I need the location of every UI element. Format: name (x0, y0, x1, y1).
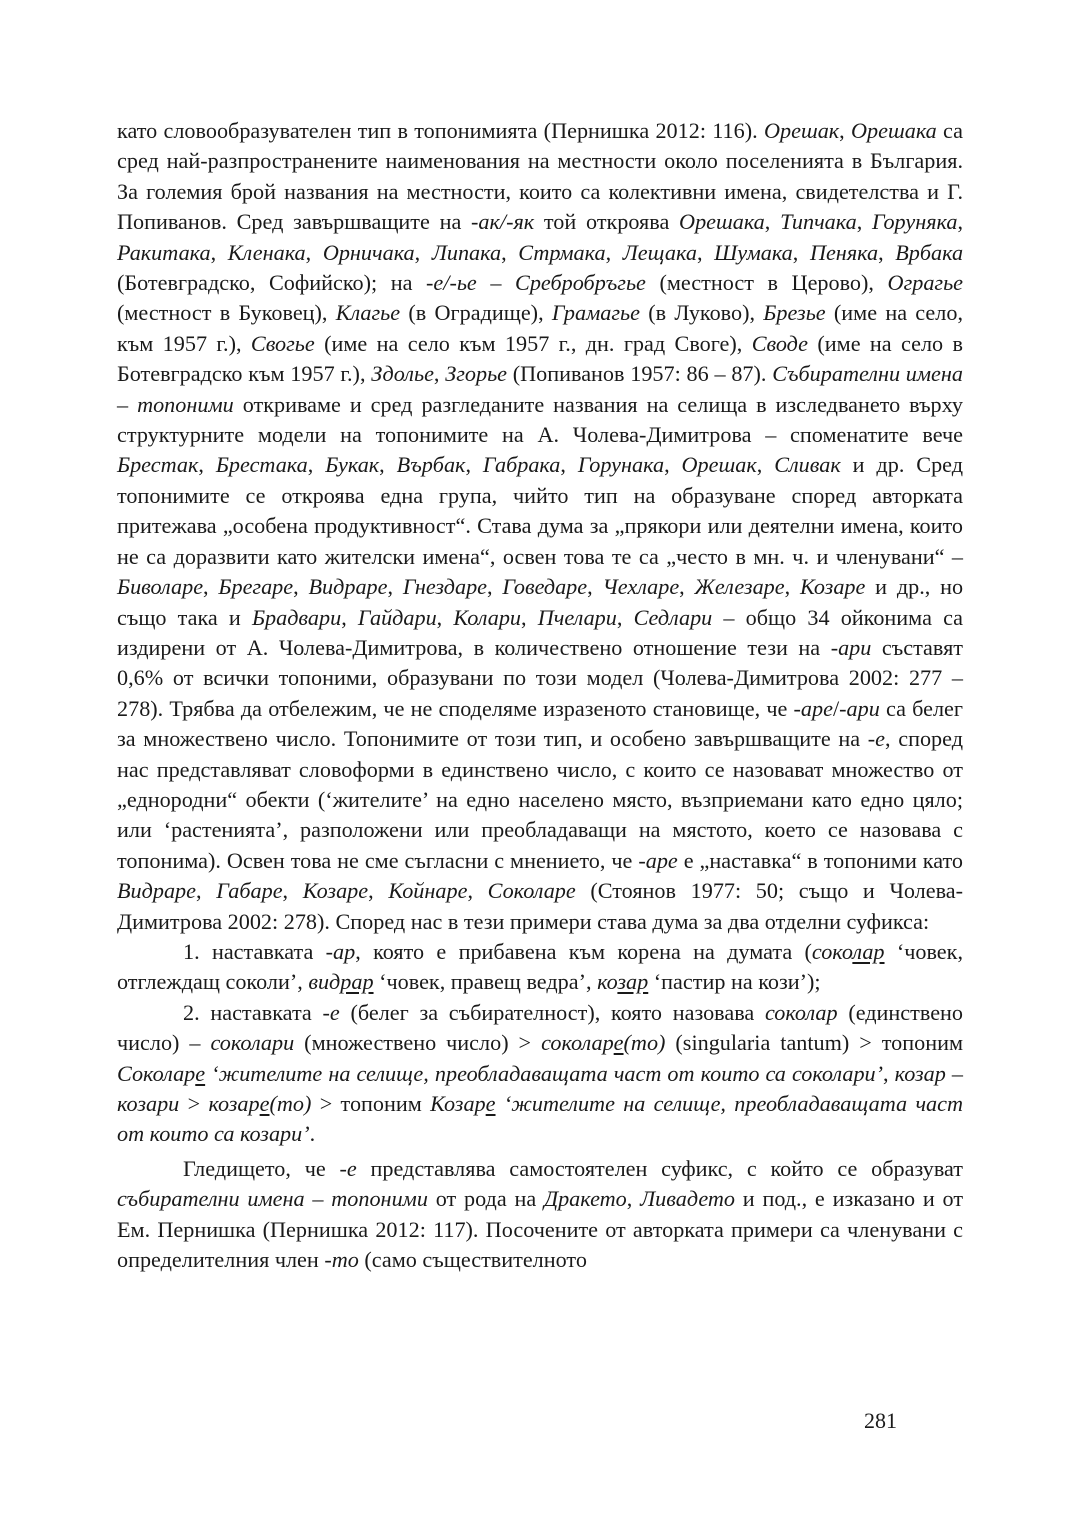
text-run: , (414, 239, 432, 265)
text-run: представлява самостоятелен суфикс, с който се образуват (356, 1155, 963, 1181)
text-run: Горуняка (871, 209, 958, 235)
page-body (117, 116, 963, 1275)
text-run: Грамагье (551, 300, 640, 326)
text-run: Букак (325, 452, 380, 478)
text-run: Кленака (227, 239, 306, 265)
text-run: Колари (453, 604, 522, 630)
text-run: зар (617, 969, 649, 995)
text-run: -е (322, 999, 340, 1025)
text-run: Шумака (714, 239, 793, 265)
text-run: Здолье (371, 361, 434, 387)
text-run: , (203, 574, 219, 600)
text-run: , (764, 209, 781, 235)
text-run: Пчелари (537, 604, 617, 630)
text-run: -ари (839, 695, 880, 721)
numbered-paragraph (117, 937, 963, 998)
text-run: Койнаре (388, 878, 468, 904)
text-run: Дракето (543, 1186, 627, 1212)
text-run: Гледището, че (183, 1155, 340, 1181)
text-run: Говедаре (502, 574, 588, 600)
text-run: рар (340, 969, 374, 995)
paragraph (117, 116, 963, 937)
text-run: , (341, 604, 358, 630)
text-run: Видраре (308, 574, 388, 600)
text-run: е (613, 1030, 624, 1056)
text-run: , (379, 452, 397, 478)
text-run: , (626, 1186, 641, 1212)
text-run: -то (324, 1247, 359, 1273)
text-run: 2. наставката (183, 999, 323, 1025)
text-run: са белег за множествено число. Топонимите от този тип, и особено завършващите на (117, 695, 963, 752)
text-run: -е (867, 726, 886, 752)
text-run: , (957, 209, 963, 235)
text-run: , (883, 1060, 895, 1086)
text-run: , (436, 604, 454, 630)
text-run: и др. Сред топонимите се откроява една група, чийто тип на образуване според авторката притежава „особена продуктивност“. Става дума за „прякори или деятелни имена, които не са доразвити като жителски имена“, освен това те са „често в мн. ч. и членувани“ – (117, 452, 964, 569)
text-run: . (309, 1121, 316, 1147)
text-run: , (465, 452, 483, 478)
text-run: (то) (269, 1091, 312, 1116)
text-run: той откроява (534, 209, 680, 235)
text-run: Орешака (679, 209, 765, 235)
paragraph (117, 1154, 963, 1276)
text-run: са сред най-разпространените наименования на местности около поселенията в България. За големия брой названия на местности, които са колективни имена, свидетелства и Г. Попиванов. Сред завършващите на (117, 118, 964, 235)
text-run: Седлари (633, 604, 713, 630)
text-run: Брестака (215, 452, 308, 478)
text-run: (множествено число) > (294, 1030, 542, 1056)
text-run: , (305, 239, 323, 265)
text-run: , (560, 452, 578, 478)
page-number: 281 (864, 1408, 897, 1433)
text-run: Козар (430, 1091, 486, 1116)
text-run: соколар (764, 999, 838, 1025)
text-run: , (387, 574, 403, 600)
text-run: ‘жителите на селище, преобладаващата част от които са соколари’ (205, 1060, 884, 1086)
text-run: (местност в Церово), (645, 270, 888, 296)
text-run: Гнездаре (402, 574, 488, 600)
text-run: Липака (431, 239, 502, 265)
text-run: ‘пастир на кози’); (648, 969, 821, 995)
text-run: (име на село, към 1957 г.), (117, 300, 963, 356)
text-run: (местност в Буковец), (117, 300, 336, 326)
text-run: от рода на (427, 1186, 544, 1212)
text-run: е „наставка“ в топоними като (677, 847, 963, 873)
text-run: ко (597, 969, 618, 995)
text-run: , (307, 452, 326, 478)
text-run: (в Луково), (639, 300, 764, 326)
text-run: , (433, 361, 446, 387)
text-run: Горунака (577, 452, 665, 478)
text-run: ‘човек, отглеждащ соколи’, (117, 938, 963, 995)
text-run: > (179, 1091, 209, 1116)
text-run: -ари (830, 634, 872, 660)
text-run: (singularia tantum) > топоним (665, 1030, 964, 1056)
text-run: Ракитака (117, 239, 211, 265)
text-run: , (878, 239, 896, 265)
text-run: Врбака (895, 239, 964, 265)
text-run: Върбак (396, 452, 466, 478)
text-run: ‘жителите на селище, преобладаващата част от които са козари’ (117, 1091, 964, 1147)
text-run: -аре (793, 695, 833, 721)
text-run: Брадвари (251, 604, 342, 630)
text-run: , (616, 604, 634, 630)
text-run: Орничака (322, 239, 415, 265)
text-run: , (487, 574, 503, 600)
text-run: Габаре (216, 878, 283, 904)
text-run: Свогье (250, 330, 315, 356)
text-run: вид (308, 969, 341, 995)
text-run: > топоним (311, 1091, 431, 1116)
text-run: -аре (638, 847, 678, 873)
text-run: Типчака (780, 209, 857, 235)
text-run: е (259, 1091, 270, 1116)
text-run: Стрмака (518, 239, 606, 265)
text-run: откриваме и сред разгледаните названия на селища в изследването върху структурните модели на топонимите на А. Чолева-Димитрова – споменатите вече (117, 391, 963, 448)
text-run: Габрака (482, 452, 561, 478)
text-run: , (196, 878, 217, 904)
text-run: -ар (325, 938, 356, 964)
text-run: Орешак (681, 452, 757, 478)
text-run: Брегаре (218, 574, 294, 600)
text-run: , (605, 239, 623, 265)
text-run: (име на село към 1957 г., дн. град Своге), (314, 330, 752, 356)
text-run: Згорье (445, 361, 508, 387)
text-run: , (679, 574, 695, 600)
text-run: Сливак (774, 452, 841, 478)
text-run: ‘човек, правещ ведра’, (373, 969, 598, 995)
text-run: Ливадето (640, 1186, 735, 1212)
text-run: (то) (623, 1030, 666, 1056)
text-run: Събирателни имена – топоними (117, 361, 964, 417)
text-run: (име на село в Ботевградско към 1957 г.), (117, 330, 964, 387)
text-run: 1. наставката (183, 938, 326, 964)
text-run: лар (852, 938, 885, 964)
text-run: , (198, 452, 216, 478)
text-run: , (756, 452, 775, 478)
text-run: , (368, 878, 389, 904)
text-run: като словообразувателен тип в топонимията (Пернишка 2012: 116). (117, 118, 764, 143)
text-run: Брестак (117, 452, 199, 478)
numbered-paragraph (117, 998, 963, 1150)
text-run: (само съществителното (358, 1247, 587, 1273)
text-run: , (792, 239, 810, 265)
text-run: , (696, 239, 715, 265)
text-run: е (485, 1091, 496, 1116)
text-run: (Стоянов 1977: 50; също и Чолева-Димитрова 2002: 278). Според нас в тези примери става дума за два отделни суфикса: (117, 878, 964, 934)
text-run: Козаре (302, 878, 369, 904)
text-run: Козаре (799, 574, 866, 600)
text-run: , (664, 452, 682, 478)
text-run: (Попиванов 1957: 86 – 87). (507, 361, 773, 387)
text-run: Ограгье (887, 270, 964, 296)
text-run: Лещака (622, 239, 697, 265)
text-run: , (839, 118, 852, 143)
text-run: (в Оградище), (400, 300, 552, 326)
text-run: (белег за събирателност), която назовава (339, 999, 765, 1025)
text-run: , (521, 604, 538, 630)
text-run: -е/-ье – Сребробръгье (426, 270, 646, 296)
text-run: Гайдари (357, 604, 437, 630)
text-run: , (467, 878, 488, 904)
text-run: – общо 34 ойконима са издирени от А. Чолева-Димитрова, в количествено отношение тези на (117, 604, 964, 660)
text-run: Своде (751, 330, 809, 356)
text-run: и под., е изказано и от Ем. Пернишка (Пернишка 2012: 117). Посочените от авторката примери са членувани с определителния член (117, 1186, 964, 1273)
text-run: Орешака (851, 118, 937, 143)
text-run: , (501, 239, 519, 265)
text-run: , (587, 574, 603, 600)
text-run: Видраре (117, 878, 196, 904)
text-run: , (856, 209, 872, 235)
text-run: / (832, 695, 840, 721)
text-run: соко (811, 938, 853, 964)
text-run: , (282, 878, 303, 904)
text-run: Соколаре (487, 878, 576, 904)
text-run: Брезье (763, 300, 826, 326)
text-run: съставят 0,6% от всички топоними, образувани по този модел (Чолева-Димитрова 2002: 277 – 278). Трябва да отбележим, че не споделяме изразеното становище, че (117, 634, 963, 721)
text-run: (единствено число) – (117, 999, 964, 1056)
text-run: , според нас представляват словоформи в единствено число, с които се назовават множество от „еднородни“ обекти (‘жителите’ на едно населено място, възприемани като едно цяло; или ‘растенията’, разположени или преобладаващи на мястото, което се назовава с топонима). Освен това не сме съгласни с мнението, че (117, 726, 963, 873)
text-run: Биволаре (117, 574, 204, 600)
text-run: Клагье (335, 300, 401, 326)
text-run: Железаре (694, 574, 785, 600)
text-run: -ак/-як (471, 209, 535, 235)
text-run: събирателни имена – топоними (117, 1186, 428, 1212)
text-run: , (293, 574, 309, 600)
text-run: козар (208, 1091, 260, 1116)
text-run: Пеняка (809, 239, 879, 265)
text-run: , (784, 574, 800, 600)
text-run (496, 1091, 504, 1116)
text-run: соколар (541, 1030, 614, 1056)
text-run: Орешак (763, 118, 840, 143)
text-run: козар – козари (117, 1060, 964, 1116)
text-run: , (210, 239, 228, 265)
text-run: и др., но също така и (117, 574, 964, 630)
text-run: соколари (210, 1030, 295, 1056)
text-run: Соколар (117, 1060, 196, 1086)
text-run: -е (339, 1155, 357, 1181)
text-run: (Ботевградско, Софийско); на (117, 270, 427, 296)
text-run: , която е прибавена към корена на думата ( (355, 938, 812, 964)
text-run: е (195, 1060, 206, 1086)
text-run: Чехларе (602, 574, 680, 600)
